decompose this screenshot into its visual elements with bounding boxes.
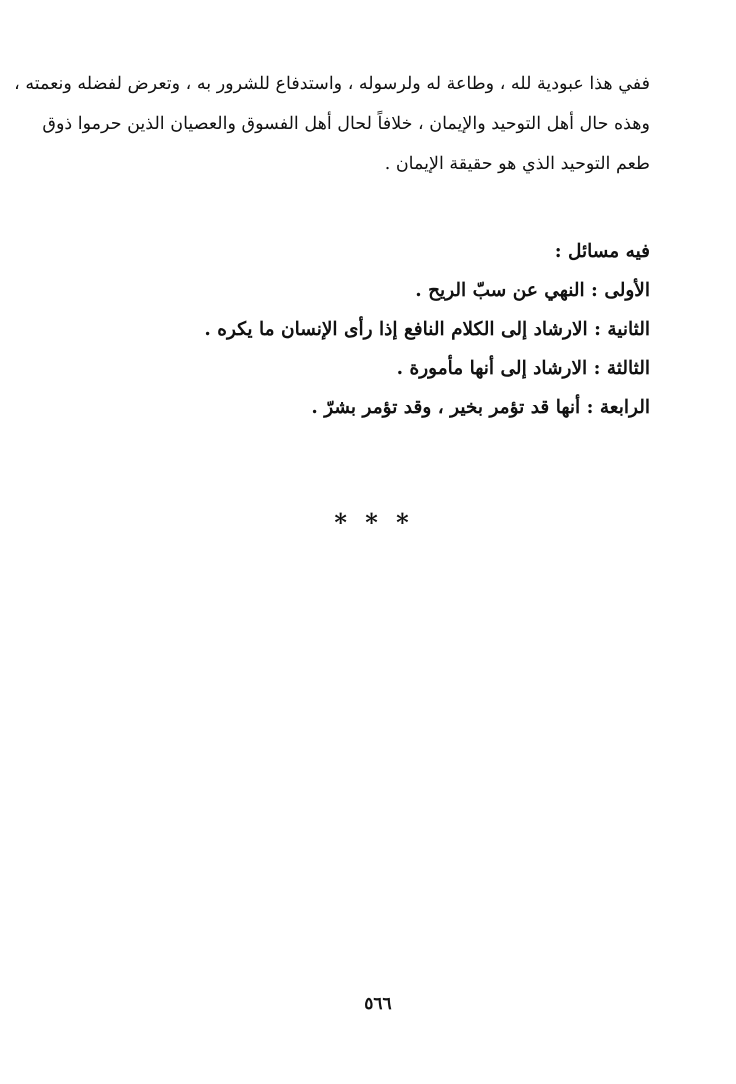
- issue-item-second: الثانية : الارشاد إلى الكلام النافع إذا رأى الإنسان ما يكره .: [204, 319, 650, 340]
- paragraph-line: وهذه حال أهل التوحيد والإيمان ، خلافاً لحال أهل الفسوق والعصيان الذين حرموا ذوق: [42, 114, 650, 134]
- issue-item-first: الأولى : النهي عن سبّ الريح .: [415, 280, 650, 301]
- issue-item-third: الثالثة : الارشاد إلى أنها مأمورة .: [396, 358, 650, 379]
- section-separator: * * *: [334, 508, 414, 537]
- paragraph-line: طعم التوحيد الذي هو حقيقة الإيمان .: [384, 154, 650, 174]
- issue-item-fourth: الرابعة : أنها قد تؤمر بخير ، وقد تؤمر بشرّ .: [311, 397, 650, 418]
- body-paragraph: [14, 64, 650, 184]
- page-number: ٥٦٦: [364, 994, 392, 1014]
- issues-section: [50, 232, 650, 427]
- paragraph-line: ففي هذا عبودية لله ، وطاعة له ولرسوله ، واستدفاع للشرور به ، وتعرض لفضله ونعمته ،: [14, 74, 650, 94]
- issues-heading: فيه مسائل :: [554, 241, 650, 262]
